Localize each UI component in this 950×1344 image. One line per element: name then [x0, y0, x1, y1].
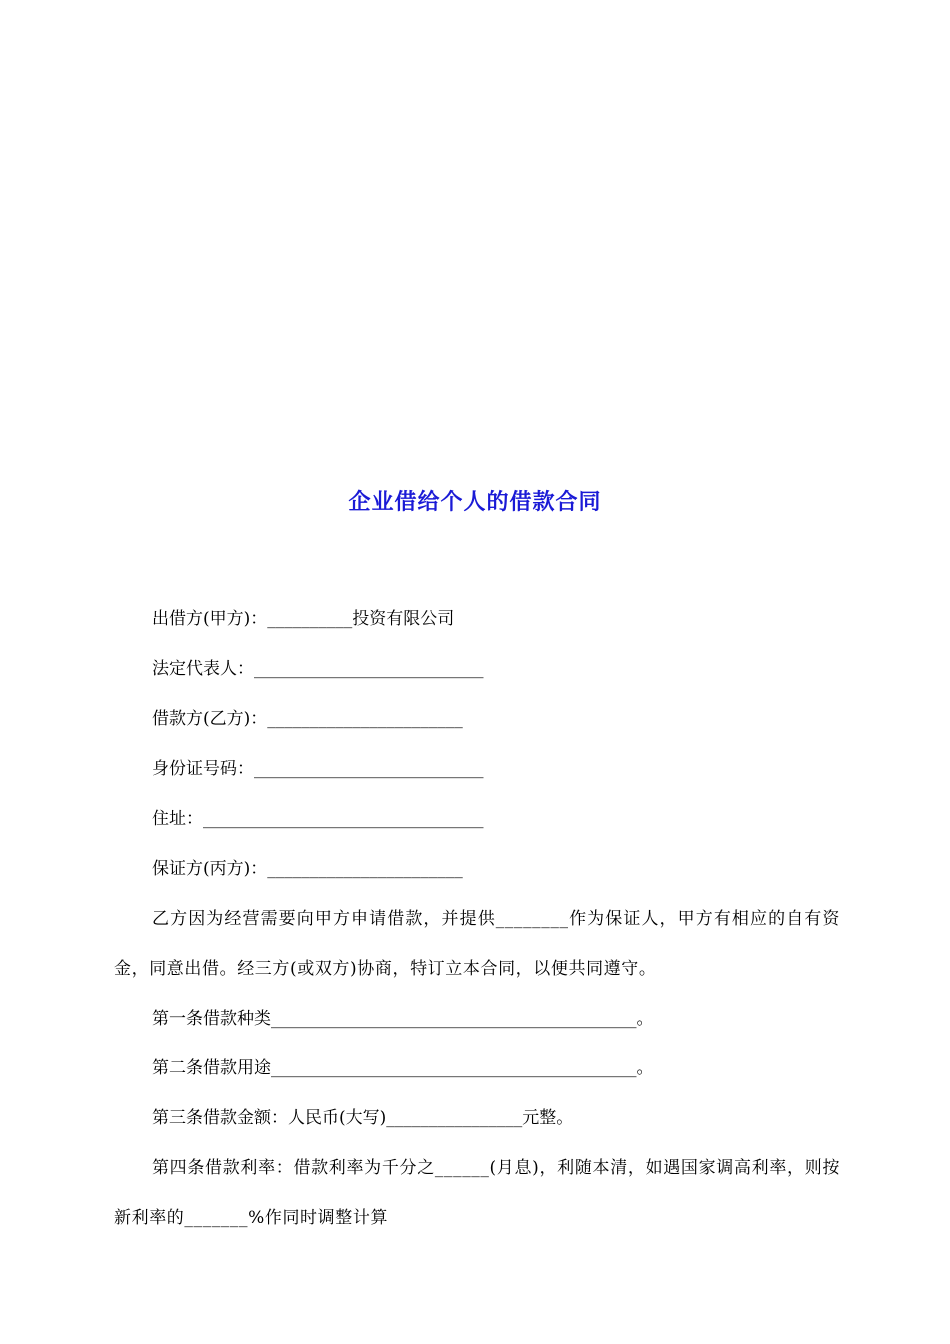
legal-representative-field: 法定代表人：___________________________	[152, 659, 484, 679]
intro-paragraph: 乙方因为经营需要向甲方申请借款，并提供________作为保证人，甲方有相应的自有资金，同意出借。经三方(或双方)协商，特订立本合同，以便共同遵守。	[114, 909, 840, 979]
id-number-field: 身份证号码：___________________________	[152, 759, 484, 779]
article-4-interest-rate: 第四条借款利率：借款利率为千分之______(月息)，利随本清，如遇国家调高利率，则按新利率的_______%作同时调整计算	[114, 1158, 840, 1228]
document-title: 企业借给个人的借款合同	[348, 490, 602, 515]
borrower-field: 借款方(乙方)：_______________________	[152, 709, 463, 729]
article-3-loan-amount: 第三条借款金额：人民币(大写)________________元整。	[152, 1108, 574, 1128]
address-field: 住址：_________________________________	[152, 809, 484, 829]
guarantor-field: 保证方(丙方)：_______________________	[152, 859, 463, 879]
article-1-loan-type: 第一条借款种类___________________________________________。	[152, 1009, 654, 1029]
article-2-loan-purpose: 第二条借款用途___________________________________________。	[152, 1058, 654, 1078]
lender-field: 出借方(甲方)：__________投资有限公司	[152, 609, 455, 629]
